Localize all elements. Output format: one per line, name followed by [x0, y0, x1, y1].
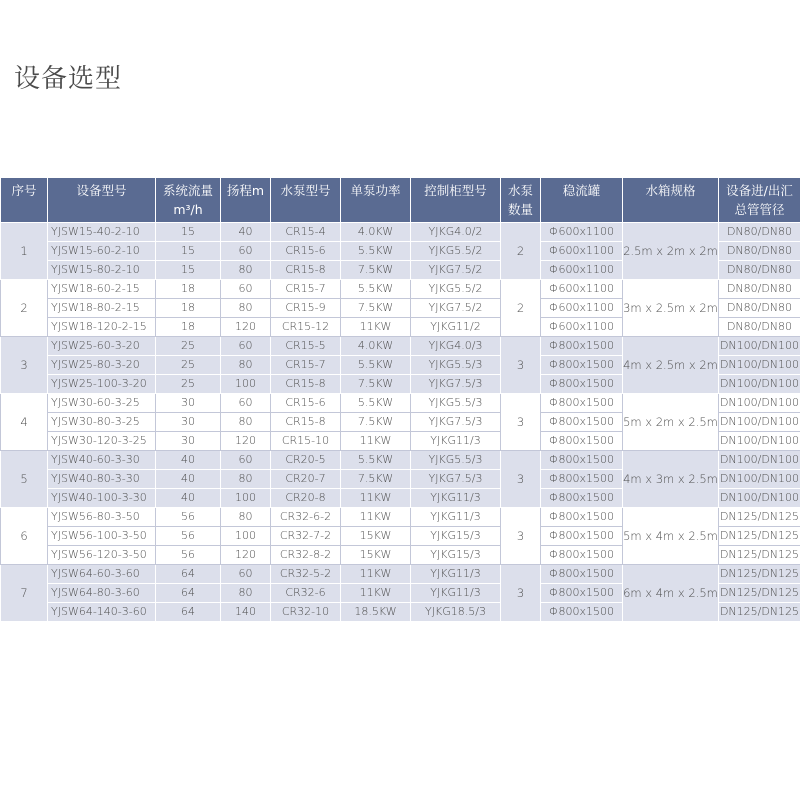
cell-model: YJSW25-100-3-20: [48, 375, 156, 394]
cell-cabinet: YJKG11/2: [411, 318, 501, 337]
header-label: 扬程m: [226, 183, 265, 198]
cell-pump-model: CR15-8: [271, 375, 341, 394]
header-label: 水箱规格: [645, 183, 696, 198]
cell-cabinet: YJKG15/3: [411, 527, 501, 546]
table-row: [1, 508, 800, 527]
cell-pump-model: CR15-7: [271, 280, 341, 299]
cell-power: 11KW: [341, 565, 411, 584]
cell-power: 5.5KW: [341, 451, 411, 470]
header-label: 设备进/出汇: [726, 183, 793, 198]
table-row: [1, 223, 800, 242]
header-label: 序号: [11, 183, 37, 198]
cell-pipe: DN80/DN80: [719, 242, 800, 261]
table-row: [1, 565, 800, 584]
cell-pipe: DN100/DN100: [719, 470, 800, 489]
cell-pump-model: CR15-6: [271, 242, 341, 261]
cell-head: 60: [221, 337, 271, 356]
cell-buffer-tank: Φ800x1500: [541, 451, 623, 470]
spec-table: [0, 177, 800, 622]
cell-power: 7.5KW: [341, 375, 411, 394]
cell-pump-model: CR15-9: [271, 299, 341, 318]
cell-buffer-tank: Φ800x1500: [541, 508, 623, 527]
cell-head: 100: [221, 375, 271, 394]
cell-head: 80: [221, 299, 271, 318]
cell-power: 7.5KW: [341, 413, 411, 432]
table-row: [1, 394, 800, 413]
cell-pipe: DN100/DN100: [719, 413, 800, 432]
cell-flow: 64: [156, 603, 221, 622]
cell-buffer-tank: Φ600x1100: [541, 280, 623, 299]
cell-cabinet: YJKG7.5/2: [411, 261, 501, 280]
cell-flow: 56: [156, 508, 221, 527]
cell-model: YJSW18-60-2-15: [48, 280, 156, 299]
cell-cabinet: YJKG5.5/3: [411, 356, 501, 375]
cell-cabinet: YJKG7.5/3: [411, 470, 501, 489]
cell-pipe: DN80/DN80: [719, 299, 800, 318]
cell-cabinet: YJKG7.5/3: [411, 375, 501, 394]
header-water-tank: [623, 178, 719, 223]
cell-pipe: DN80/DN80: [719, 223, 800, 242]
cell-pump-model: CR15-10: [271, 432, 341, 451]
cell-buffer-tank: Φ800x1500: [541, 356, 623, 375]
cell-power: 11KW: [341, 584, 411, 603]
cell-head: 60: [221, 565, 271, 584]
cell-power: 5.5KW: [341, 242, 411, 261]
cell-pump-model: CR15-6: [271, 394, 341, 413]
cell-pump-model: CR32-7-2: [271, 527, 341, 546]
cell-pipe: DN100/DN100: [719, 394, 800, 413]
header-label: 数量: [507, 202, 533, 217]
cell-pump-count: 3: [501, 394, 541, 451]
header-flow: [156, 178, 221, 223]
header-label: 水泵: [507, 183, 533, 198]
cell-power: 11KW: [341, 508, 411, 527]
cell-buffer-tank: Φ800x1500: [541, 527, 623, 546]
cell-index: 3: [1, 337, 48, 394]
cell-power: 5.5KW: [341, 280, 411, 299]
cell-water-tank: 4m x 2.5m x 2m: [623, 337, 719, 394]
cell-cabinet: YJKG11/3: [411, 489, 501, 508]
cell-buffer-tank: Φ800x1500: [541, 432, 623, 451]
cell-pipe: DN80/DN80: [719, 261, 800, 280]
cell-flow: 18: [156, 280, 221, 299]
cell-model: YJSW25-60-3-20: [48, 337, 156, 356]
cell-cabinet: YJKG11/3: [411, 565, 501, 584]
cell-pump-model: CR15-12: [271, 318, 341, 337]
header-pump-model: [271, 178, 341, 223]
cell-flow: 25: [156, 375, 221, 394]
cell-index: 2: [1, 280, 48, 337]
table-row: [1, 280, 800, 299]
cell-water-tank: 5m x 2m x 2.5m: [623, 394, 719, 451]
cell-buffer-tank: Φ800x1500: [541, 489, 623, 508]
cell-pipe: DN125/DN125: [719, 565, 800, 584]
cell-power: 4.0KW: [341, 337, 411, 356]
cell-pump-model: CR15-5: [271, 337, 341, 356]
cell-model: YJSW15-60-2-10: [48, 242, 156, 261]
cell-pipe: DN125/DN125: [719, 603, 800, 622]
header-label: 稳流罐: [562, 183, 601, 198]
cell-head: 80: [221, 356, 271, 375]
cell-power: 11KW: [341, 318, 411, 337]
cell-cabinet: YJKG7.5/3: [411, 413, 501, 432]
cell-buffer-tank: Φ800x1500: [541, 394, 623, 413]
cell-cabinet: YJKG11/3: [411, 508, 501, 527]
cell-power: 5.5KW: [341, 394, 411, 413]
cell-power: 15KW: [341, 546, 411, 565]
header-label: 设备型号: [76, 183, 127, 198]
cell-model: YJSW30-120-3-25: [48, 432, 156, 451]
cell-water-tank: 5m x 4m x 2.5m: [623, 508, 719, 565]
cell-model: YJSW40-60-3-30: [48, 451, 156, 470]
cell-buffer-tank: Φ600x1100: [541, 242, 623, 261]
header-label: 系统流量: [162, 183, 213, 198]
header-cabinet: [411, 178, 501, 223]
cell-cabinet: YJKG5.5/3: [411, 451, 501, 470]
cell-buffer-tank: Φ600x1100: [541, 261, 623, 280]
cell-head: 60: [221, 242, 271, 261]
cell-model: YJSW56-100-3-50: [48, 527, 156, 546]
cell-water-tank: 3m x 2.5m x 2m: [623, 280, 719, 337]
header-label: 单泵功率: [350, 183, 401, 198]
cell-model: YJSW25-80-3-20: [48, 356, 156, 375]
cell-flow: 40: [156, 470, 221, 489]
cell-pump-model: CR15-8: [271, 413, 341, 432]
cell-pump-model: CR15-7: [271, 356, 341, 375]
cell-pipe: DN80/DN80: [719, 318, 800, 337]
cell-pipe: DN125/DN125: [719, 584, 800, 603]
cell-flow: 15: [156, 242, 221, 261]
cell-pump-count: 2: [501, 223, 541, 280]
header-power: [341, 178, 411, 223]
header-label: 水泵型号: [280, 183, 331, 198]
cell-power: 4.0KW: [341, 223, 411, 242]
cell-water-tank: 6m x 4m x 2.5m: [623, 565, 719, 622]
cell-buffer-tank: Φ800x1500: [541, 470, 623, 489]
cell-flow: 25: [156, 337, 221, 356]
cell-flow: 56: [156, 546, 221, 565]
header-pipe: [719, 178, 800, 223]
cell-model: YJSW56-120-3-50: [48, 546, 156, 565]
cell-index: 1: [1, 223, 48, 280]
cell-pipe: DN100/DN100: [719, 432, 800, 451]
cell-flow: 30: [156, 432, 221, 451]
cell-pipe: DN100/DN100: [719, 356, 800, 375]
cell-model: YJSW30-60-3-25: [48, 394, 156, 413]
cell-pump-model: CR15-4: [271, 223, 341, 242]
cell-pipe: DN100/DN100: [719, 337, 800, 356]
header-model: [48, 178, 156, 223]
cell-flow: 64: [156, 565, 221, 584]
cell-pipe: DN100/DN100: [719, 375, 800, 394]
table-body: [1, 223, 800, 622]
cell-model: YJSW56-80-3-50: [48, 508, 156, 527]
cell-pipe: DN80/DN80: [719, 280, 800, 299]
cell-water-tank: 4m x 3m x 2.5m: [623, 451, 719, 508]
cell-flow: 15: [156, 223, 221, 242]
cell-pump-model: CR32-5-2: [271, 565, 341, 584]
cell-cabinet: YJKG7.5/2: [411, 299, 501, 318]
cell-pump-count: 3: [501, 451, 541, 508]
cell-model: YJSW64-60-3-60: [48, 565, 156, 584]
cell-head: 120: [221, 546, 271, 565]
cell-pump-model: CR32-6-2: [271, 508, 341, 527]
header-label: 总管管径: [734, 202, 785, 217]
cell-cabinet: YJKG11/3: [411, 432, 501, 451]
cell-model: YJSW15-80-2-10: [48, 261, 156, 280]
table-row: [1, 451, 800, 470]
cell-power: 7.5KW: [341, 299, 411, 318]
cell-buffer-tank: Φ800x1500: [541, 413, 623, 432]
cell-cabinet: YJKG18.5/3: [411, 603, 501, 622]
cell-buffer-tank: Φ600x1100: [541, 299, 623, 318]
cell-model: YJSW40-80-3-30: [48, 470, 156, 489]
header-row: [1, 178, 800, 223]
cell-buffer-tank: Φ800x1500: [541, 584, 623, 603]
cell-pump-model: CR20-8: [271, 489, 341, 508]
cell-pipe: DN100/DN100: [719, 451, 800, 470]
cell-cabinet: YJKG5.5/3: [411, 394, 501, 413]
cell-head: 100: [221, 527, 271, 546]
cell-flow: 18: [156, 299, 221, 318]
cell-buffer-tank: Φ800x1500: [541, 375, 623, 394]
cell-index: 5: [1, 451, 48, 508]
cell-model: YJSW30-80-3-25: [48, 413, 156, 432]
cell-flow: 64: [156, 584, 221, 603]
cell-model: YJSW18-80-2-15: [48, 299, 156, 318]
cell-pump-model: CR15-8: [271, 261, 341, 280]
cell-pump-model: CR32-8-2: [271, 546, 341, 565]
cell-flow: 15: [156, 261, 221, 280]
cell-pipe: DN125/DN125: [719, 527, 800, 546]
cell-model: YJSW64-80-3-60: [48, 584, 156, 603]
cell-cabinet: YJKG5.5/2: [411, 280, 501, 299]
cell-flow: 18: [156, 318, 221, 337]
cell-pump-count: 3: [501, 565, 541, 622]
cell-flow: 30: [156, 394, 221, 413]
cell-model: YJSW15-40-2-10: [48, 223, 156, 242]
header-index: [1, 178, 48, 223]
cell-head: 60: [221, 280, 271, 299]
cell-buffer-tank: Φ800x1500: [541, 546, 623, 565]
cell-power: 7.5KW: [341, 470, 411, 489]
cell-head: 80: [221, 413, 271, 432]
cell-head: 120: [221, 318, 271, 337]
cell-pump-model: CR32-6: [271, 584, 341, 603]
cell-buffer-tank: Φ600x1100: [541, 223, 623, 242]
cell-index: 7: [1, 565, 48, 622]
cell-pump-count: 2: [501, 280, 541, 337]
cell-head: 140: [221, 603, 271, 622]
cell-head: 120: [221, 432, 271, 451]
cell-cabinet: YJKG5.5/2: [411, 242, 501, 261]
cell-pump-count: 3: [501, 508, 541, 565]
table-header: [1, 178, 800, 223]
cell-pump-count: 3: [501, 337, 541, 394]
cell-index: 6: [1, 508, 48, 565]
cell-pump-model: CR32-10: [271, 603, 341, 622]
cell-head: 100: [221, 489, 271, 508]
header-label: m³/h: [173, 202, 203, 217]
cell-buffer-tank: Φ800x1500: [541, 337, 623, 356]
cell-flow: 25: [156, 356, 221, 375]
cell-model: YJSW64-140-3-60: [48, 603, 156, 622]
cell-model: YJSW40-100-3-30: [48, 489, 156, 508]
header-head: [221, 178, 271, 223]
cell-power: 5.5KW: [341, 356, 411, 375]
header-pump-count: [501, 178, 541, 223]
cell-cabinet: YJKG11/3: [411, 584, 501, 603]
header-buffer-tank: [541, 178, 623, 223]
cell-flow: 40: [156, 451, 221, 470]
cell-power: 7.5KW: [341, 261, 411, 280]
table-row: [1, 337, 800, 356]
cell-power: 15KW: [341, 527, 411, 546]
cell-buffer-tank: Φ800x1500: [541, 603, 623, 622]
page-title: 设备选型: [14, 64, 123, 94]
cell-flow: 56: [156, 527, 221, 546]
cell-flow: 40: [156, 489, 221, 508]
cell-head: 80: [221, 261, 271, 280]
cell-head: 60: [221, 394, 271, 413]
cell-power: 18.5KW: [341, 603, 411, 622]
cell-pump-model: CR20-7: [271, 470, 341, 489]
cell-flow: 30: [156, 413, 221, 432]
cell-head: 80: [221, 508, 271, 527]
cell-cabinet: YJKG15/3: [411, 546, 501, 565]
cell-head: 60: [221, 451, 271, 470]
cell-model: YJSW18-120-2-15: [48, 318, 156, 337]
cell-buffer-tank: Φ600x1100: [541, 318, 623, 337]
cell-buffer-tank: Φ800x1500: [541, 565, 623, 584]
cell-head: 80: [221, 584, 271, 603]
cell-head: 40: [221, 223, 271, 242]
cell-water-tank: 2.5m x 2m x 2m: [623, 223, 719, 280]
header-label: 控制柜型号: [424, 183, 487, 198]
cell-power: 11KW: [341, 432, 411, 451]
cell-index: 4: [1, 394, 48, 451]
cell-pipe: DN125/DN125: [719, 508, 800, 527]
cell-cabinet: YJKG4.0/3: [411, 337, 501, 356]
cell-pump-model: CR20-5: [271, 451, 341, 470]
cell-pipe: DN125/DN125: [719, 546, 800, 565]
cell-power: 11KW: [341, 489, 411, 508]
cell-head: 80: [221, 470, 271, 489]
cell-cabinet: YJKG4.0/2: [411, 223, 501, 242]
cell-pipe: DN100/DN100: [719, 489, 800, 508]
